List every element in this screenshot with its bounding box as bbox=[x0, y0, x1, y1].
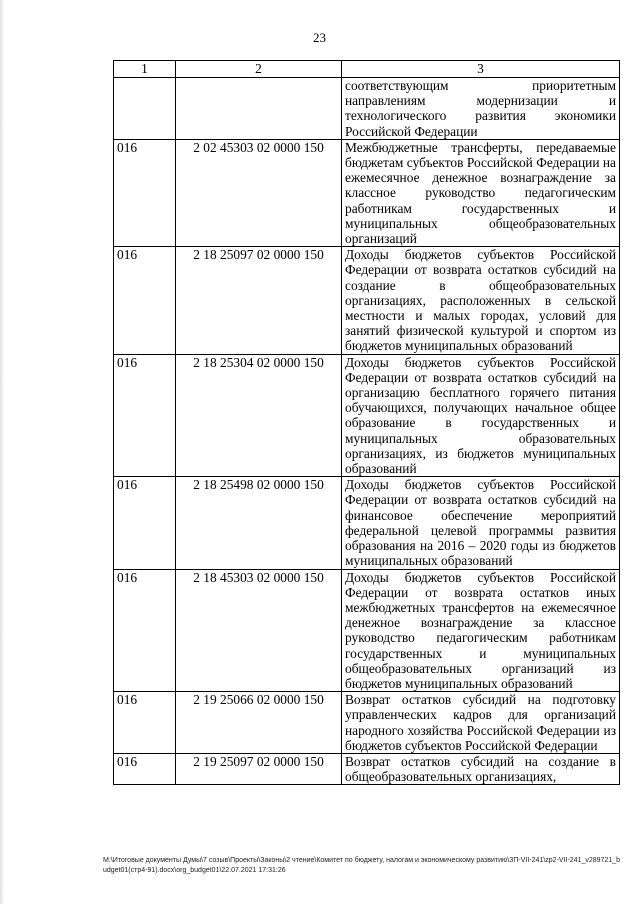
admin-code-cell: 016 bbox=[114, 569, 176, 692]
budget-code-cell: 2 02 45303 02 0000 150 bbox=[176, 139, 342, 246]
scan-edge bbox=[0, 0, 4, 904]
table-row bbox=[114, 354, 620, 477]
admin-code-cell: 016 bbox=[114, 753, 176, 784]
description-cell: Возврат остатков субсидий на создание в общеобразовательных организациях, bbox=[342, 753, 620, 784]
admin-code-cell: 016 bbox=[114, 139, 176, 246]
description-cell: Доходы бюджетов субъектов Российской Федерации от возврата остатков субсидий на организацию бесплатного горячего питания обучающихся, получающих начальное общее образование в государственных и муниципальных образовательных организациях, из бюджетов муниципальных образований bbox=[342, 354, 620, 477]
table-row bbox=[114, 569, 620, 692]
description-cell: Доходы бюджетов субъектов Российской Федерации от возврата остатков субсидий на создание в общеобразовательных организациях, расположенных в сельской местности и малых городах, условий для занятий физической культурой и спортом из бюджетов муниципальных образований bbox=[342, 247, 620, 354]
admin-code-cell: 016 bbox=[114, 247, 176, 354]
budget-code-cell: 2 18 25498 02 0000 150 bbox=[176, 477, 342, 569]
table-row bbox=[114, 78, 620, 140]
table-row bbox=[114, 139, 620, 246]
budget-code-cell: 2 18 25097 02 0000 150 bbox=[176, 247, 342, 354]
admin-code-cell: 016 bbox=[114, 692, 176, 754]
table-row bbox=[114, 477, 620, 569]
page-number: 23 bbox=[313, 30, 326, 45]
budget-code-cell: 2 18 45303 02 0000 150 bbox=[176, 569, 342, 692]
admin-code-cell bbox=[114, 78, 176, 140]
column-header-1: 1 bbox=[114, 61, 176, 78]
admin-code-cell: 016 bbox=[114, 354, 176, 477]
description-cell: соответствующим приоритетным направлениям модернизации и технологического развития экономики Российской Федерации bbox=[342, 78, 620, 140]
column-header-3: 3 bbox=[342, 61, 620, 78]
budget-code-cell bbox=[176, 78, 342, 140]
table-row bbox=[114, 692, 620, 754]
description-cell: Доходы бюджетов субъектов Российской Федерации от возврата остатков иных межбюджетных трансфертов на ежемесячное денежное вознаграждение за классное руководство педагогическим работникам государственных и муниципальных общеобразовательных организаций из бюджетов муниципальных образований bbox=[342, 569, 620, 692]
column-header-2: 2 bbox=[176, 61, 342, 78]
budget-codes-table bbox=[113, 60, 620, 785]
admin-code-cell: 016 bbox=[114, 477, 176, 569]
table-row bbox=[114, 247, 620, 354]
document-file-path: M:\Итоговые документы Думы\7 созыв\Проекты\Законы\2 чтение\Комитет по бюджету, налогам и экономическому развитию\ЗП-VII-241\zp2-VII-241_v289721_budget01(стр4-91).docx\org_budget01\22.07.2021 17:31:26 bbox=[103, 857, 621, 874]
description-cell: Доходы бюджетов субъектов Российской Федерации от возврата остатков субсидий на финансовое обеспечение мероприятий федеральной целевой программы развития образования на 2016 – 2020 годы из бюджетов муниципальных образований bbox=[342, 477, 620, 569]
description-cell: Возврат остатков субсидий на подготовку управленческих кадров для организаций народного хозяйства Российской Федерации из бюджетов субъектов Российской Федерации bbox=[342, 692, 620, 754]
budget-code-cell: 2 19 25097 02 0000 150 bbox=[176, 753, 342, 784]
budget-code-cell: 2 19 25066 02 0000 150 bbox=[176, 692, 342, 754]
table-header-row bbox=[114, 61, 620, 78]
budget-code-cell: 2 18 25304 02 0000 150 bbox=[176, 354, 342, 477]
table-row bbox=[114, 753, 620, 784]
description-cell: Межбюджетные трансферты, передаваемые бюджетам субъектов Российской Федерации на ежемесячное денежное вознаграждение за классное руководство педагогическим работникам государственных и муниципальных общеобразовательных организаций bbox=[342, 139, 620, 246]
